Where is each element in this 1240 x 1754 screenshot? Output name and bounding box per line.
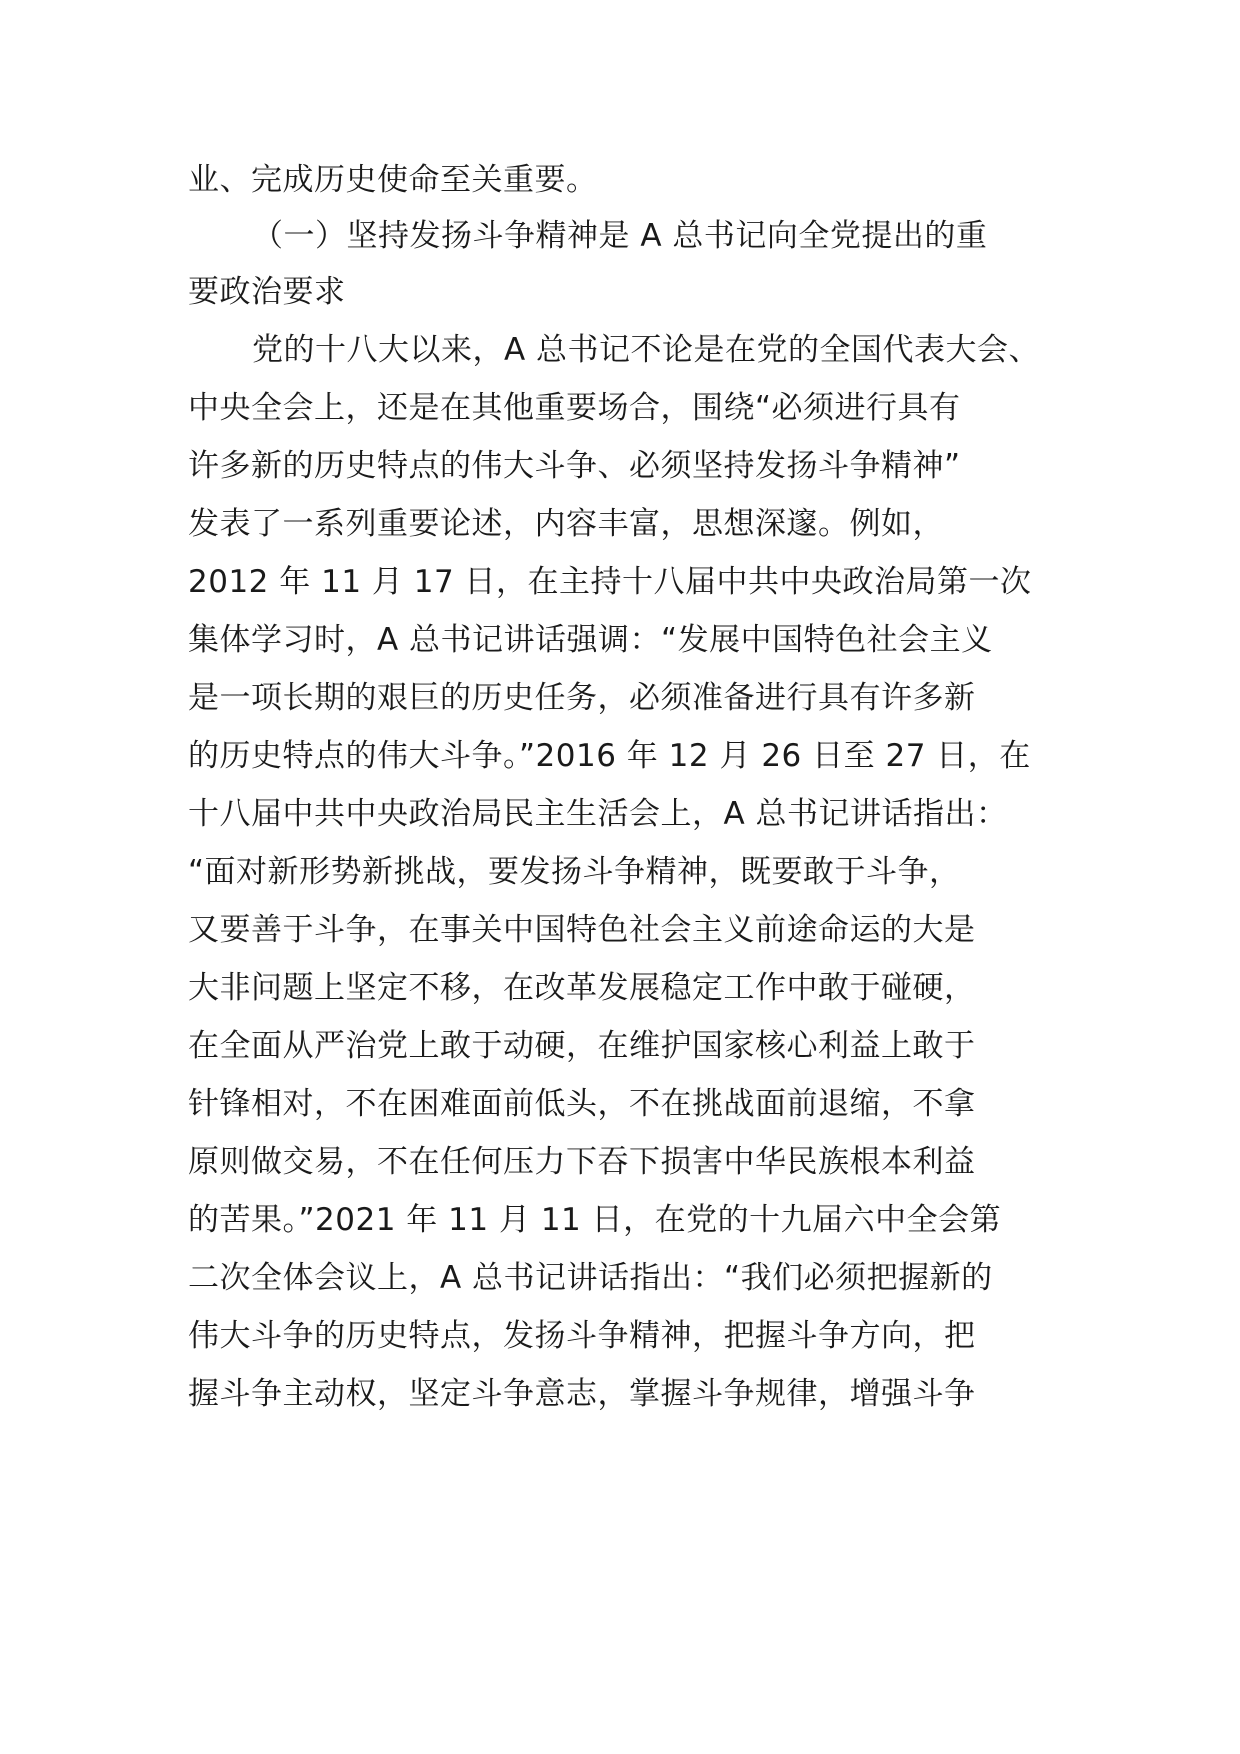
body-text-line: 业、完成历史使命至关重要。 [188,162,598,198]
body-text-line: 党的十八大以来，A 总书记不论是在党的全国代表大会、 [252,332,1041,368]
body-text-line: 在全面从严治党上敢于动硬，在维护国家核心利益上敢于 [188,1028,976,1064]
body-text-line: 是一项长期的艰巨的历史任务，必须准备进行具有许多新 [188,680,976,716]
section-heading-line: 要政治要求 [188,274,346,310]
body-text-line: 原则做交易，不在任何压力下吞下损害中华民族根本利益 [188,1144,976,1180]
body-text-line: 2012 年 11 月 17 日，在主持十八届中共中央政治局第一次 [188,564,1032,600]
body-text-line: 十八届中共中央政治局民主生活会上，A 总书记讲话指出： [188,796,1008,832]
body-text-line: 伟大斗争的历史特点，发扬斗争精神，把握斗争方向，把 [188,1318,976,1354]
body-text-line: 许多新的历史特点的伟大斗争、必须坚持发扬斗争精神” [188,448,961,484]
body-text-line: 握斗争主动权，坚定斗争意志，掌握斗争规律，增强斗争 [188,1376,976,1412]
body-text-line: 大非问题上坚定不移，在改革发展稳定工作中敢于碰硬， [188,970,976,1006]
body-text-line: 发表了一系列重要论述，内容丰富，思想深邃。例如， [188,506,944,542]
body-text-line: 中央全会上，还是在其他重要场合，围绕“必须进行具有 [188,390,961,426]
section-heading-line: （一）坚持发扬斗争精神是 A 总书记向全党提出的重 [252,218,988,254]
body-text-line: 二次全体会议上，A 总书记讲话指出：“我们必须把握新的 [188,1260,993,1296]
body-text-line: 针锋相对，不在困难面前低头，不在挑战面前退缩，不拿 [188,1086,976,1122]
body-text-line: “面对新形势新挑战，要发扬斗争精神，既要敢于斗争， [188,854,961,890]
body-text-line: 的历史特点的伟大斗争。”2016 年 12 月 26 日至 27 日，在 [188,738,1031,774]
body-text-line: 又要善于斗争，在事关中国特色社会主义前途命运的大是 [188,912,976,948]
body-text-line: 集体学习时，A 总书记讲话强调：“发展中国特色社会主义 [188,622,993,658]
body-text-line: 的苦果。”2021 年 11 月 11 日，在党的十九届六中全会第 [188,1202,1002,1238]
